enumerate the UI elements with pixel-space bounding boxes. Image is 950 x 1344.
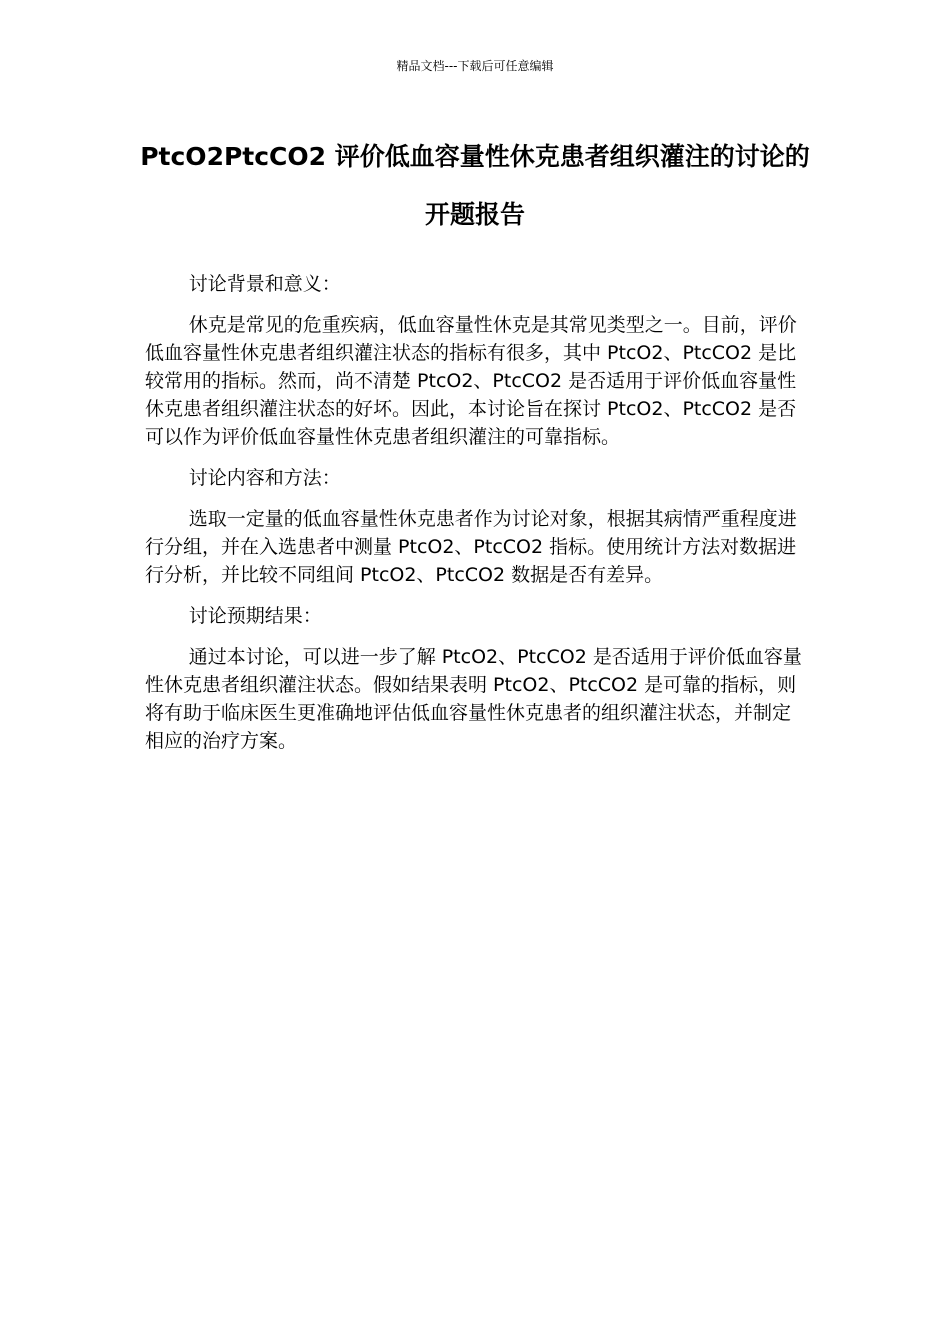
section-heading-expected-results: 讨论预期结果：: [188, 605, 322, 627]
section-heading-methods: 讨论内容和方法：: [188, 467, 341, 489]
section-paragraph-background: 休克是常见的危重疾病，低血容量性休克是其常见类型之一。目前，评价低血容量性休克患者组织灌注状态的指标有很多，其中 PtcO2、PtcCO2 是比较常用的指标。然而，尚不清楚 PtcO2、PtcCO2 是否适用于评价低血容量性休克患者组织灌注状态的好坏。因此，本讨论旨在探讨 PtcO2、PtcCO2 是否可以作为评价低血容量性休克患者组织灌注的可靠指标。: [145, 314, 797, 448]
section-paragraph-methods: 选取一定量的低血容量性休克患者作为讨论对象，根据其病情严重程度进行分组，并在入选患者中测量 PtcO2、PtcCO2 指标。使用统计方法对数据进行分析，并比较不同组间 PtcO2、PtcCO2 数据是否有差异。: [145, 508, 797, 586]
section-paragraph-expected-results: 通过本讨论，可以进一步了解 PtcO2、PtcCO2 是否适用于评价低血容量性休克患者组织灌注状态。假如结果表明 PtcO2、PtcCO2 是可靠的指标，则将有助于临床医生更准确地评估低血容量性休克患者的组织灌注状态，并制定相应的治疗方案。: [145, 646, 802, 752]
section-heading-background: 讨论背景和意义：: [188, 273, 341, 295]
document-title: PtcO2PtcCO2 评价低血容量性休克患者组织灌注的讨论的开题报告: [140, 142, 810, 229]
header-note: 精品文档---下载后可任意编辑: [396, 59, 554, 73]
document-body: [145, 270, 807, 768]
